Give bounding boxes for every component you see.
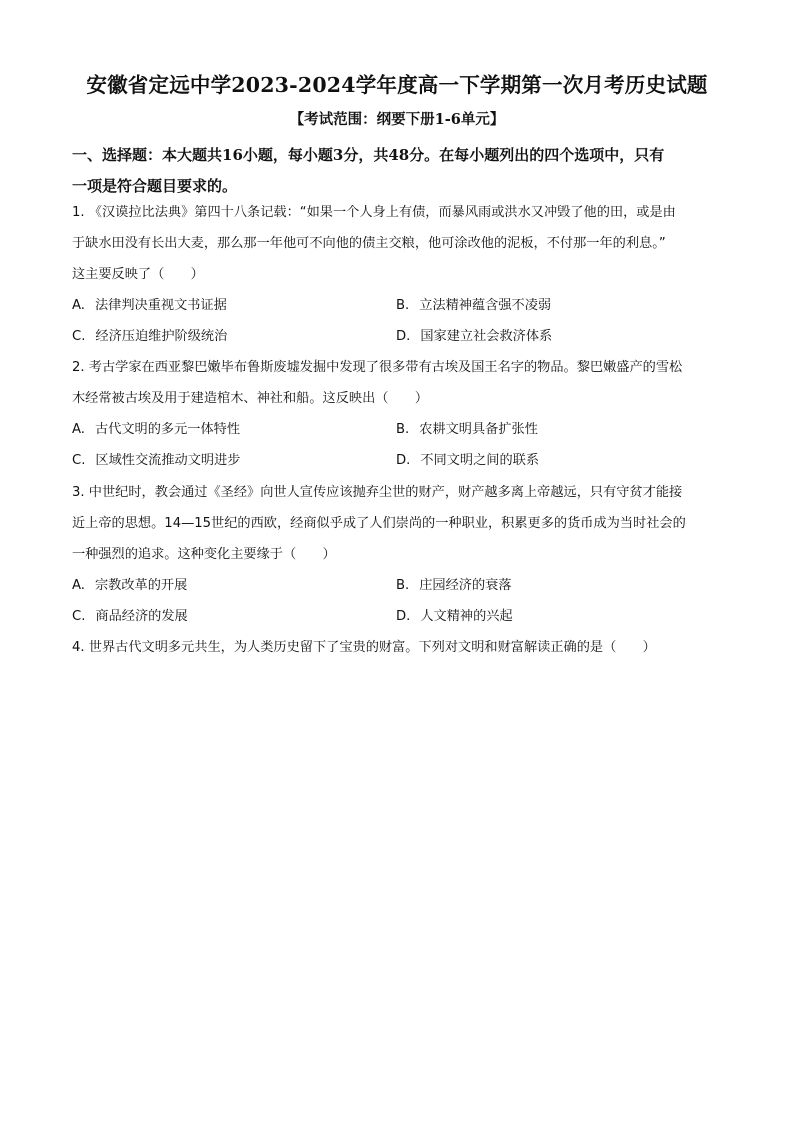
question-2-option-d: D. 不同文明之间的联系 [396, 453, 540, 468]
question-4-stem [72, 632, 724, 663]
question-2-option-b: B. 农耕文明具备扩张性 [396, 422, 538, 437]
question-text-line: 4. 世界古代文明多元共生，为人类历史留下了宝贵的财富。下列对文明和财富解读正确的是（ ） [72, 640, 656, 655]
section-instructions [72, 140, 722, 202]
question-text-line: 近上帝的思想。14—15世纪的西欧，经商似乎成了人们崇尚的一种职业，积累更多的货币成为当时社会的 [72, 516, 686, 531]
question-2-options-row [72, 445, 724, 476]
question-2-stem [72, 352, 724, 414]
question-2-options-row [72, 414, 724, 445]
question-3-option-a: A. 宗教改革的开展 [72, 578, 188, 593]
question-1-options-row [72, 290, 724, 321]
question-3-option-b: B. 庄园经济的衰落 [396, 578, 512, 593]
question-2-option-a: A. 古代文明的多元一体特性 [72, 422, 241, 437]
question-3-option-c: C. 商品经济的发展 [72, 609, 188, 624]
question-1-option-b: B. 立法精神蕴含强不凌弱 [396, 298, 552, 313]
section-instructions-line: 一、选择题：本大题共16小题，每小题3分，共48分。在每小题列出的四个选项中，只有 [72, 146, 665, 164]
question-text-line: 一种强烈的追求。这种变化主要缘于（ ） [72, 547, 336, 562]
question-3-stem [72, 477, 724, 570]
question-text-line: 这主要反映了（ ） [72, 267, 204, 282]
question-1-option-a: A. 法律判决重视文书证据 [72, 298, 227, 313]
question-text-line: 1. 《汉谟拉比法典》第四十八条记载：“如果一个人身上有债，而暴风雨或洪水又冲毁了他的田，或是由 [72, 205, 676, 220]
question-3-options-row [72, 570, 724, 601]
question-2-option-c: C. 区域性交流推动文明进步 [72, 453, 241, 468]
page-title: 安徽省定远中学2023-2024学年度高一下学期第一次月考历史试题 [86, 73, 708, 97]
question-3-options-row [72, 601, 724, 632]
section-instructions-line: 一项是符合题目要求的。 [72, 177, 238, 195]
question-text-line: 木经常被古埃及用于建造棺木、神社和船。这反映出（ ） [72, 391, 429, 406]
question-text-line: 3. 中世纪时，教会通过《圣经》向世人宣传应该抛弃尘世的财产，财产越多离上帝越远，只有守贫才能接 [72, 485, 683, 500]
question-1-option-c: C. 经济压迫维护阶级统治 [72, 329, 228, 344]
question-1-stem [72, 197, 724, 290]
question-1-options-row [72, 321, 724, 352]
question-text-line: 于缺水田没有长出大麦，那么那一年他可不向他的债主交粮，他可涂改他的泥板，不付那一年的利息。” [72, 236, 666, 251]
question-text-line: 2. 考古学家在西亚黎巴嫩毕布鲁斯废墟发掘中发现了很多带有古埃及国王名字的物品。黎巴嫩盛产的雪松 [72, 360, 683, 375]
question-3-option-d: D. 人文精神的兴起 [396, 609, 513, 624]
question-1-option-d: D. 国家建立社会救济体系 [396, 329, 553, 344]
exam-scope: 【考试范围：纲要下册1-6单元】 [289, 111, 505, 128]
